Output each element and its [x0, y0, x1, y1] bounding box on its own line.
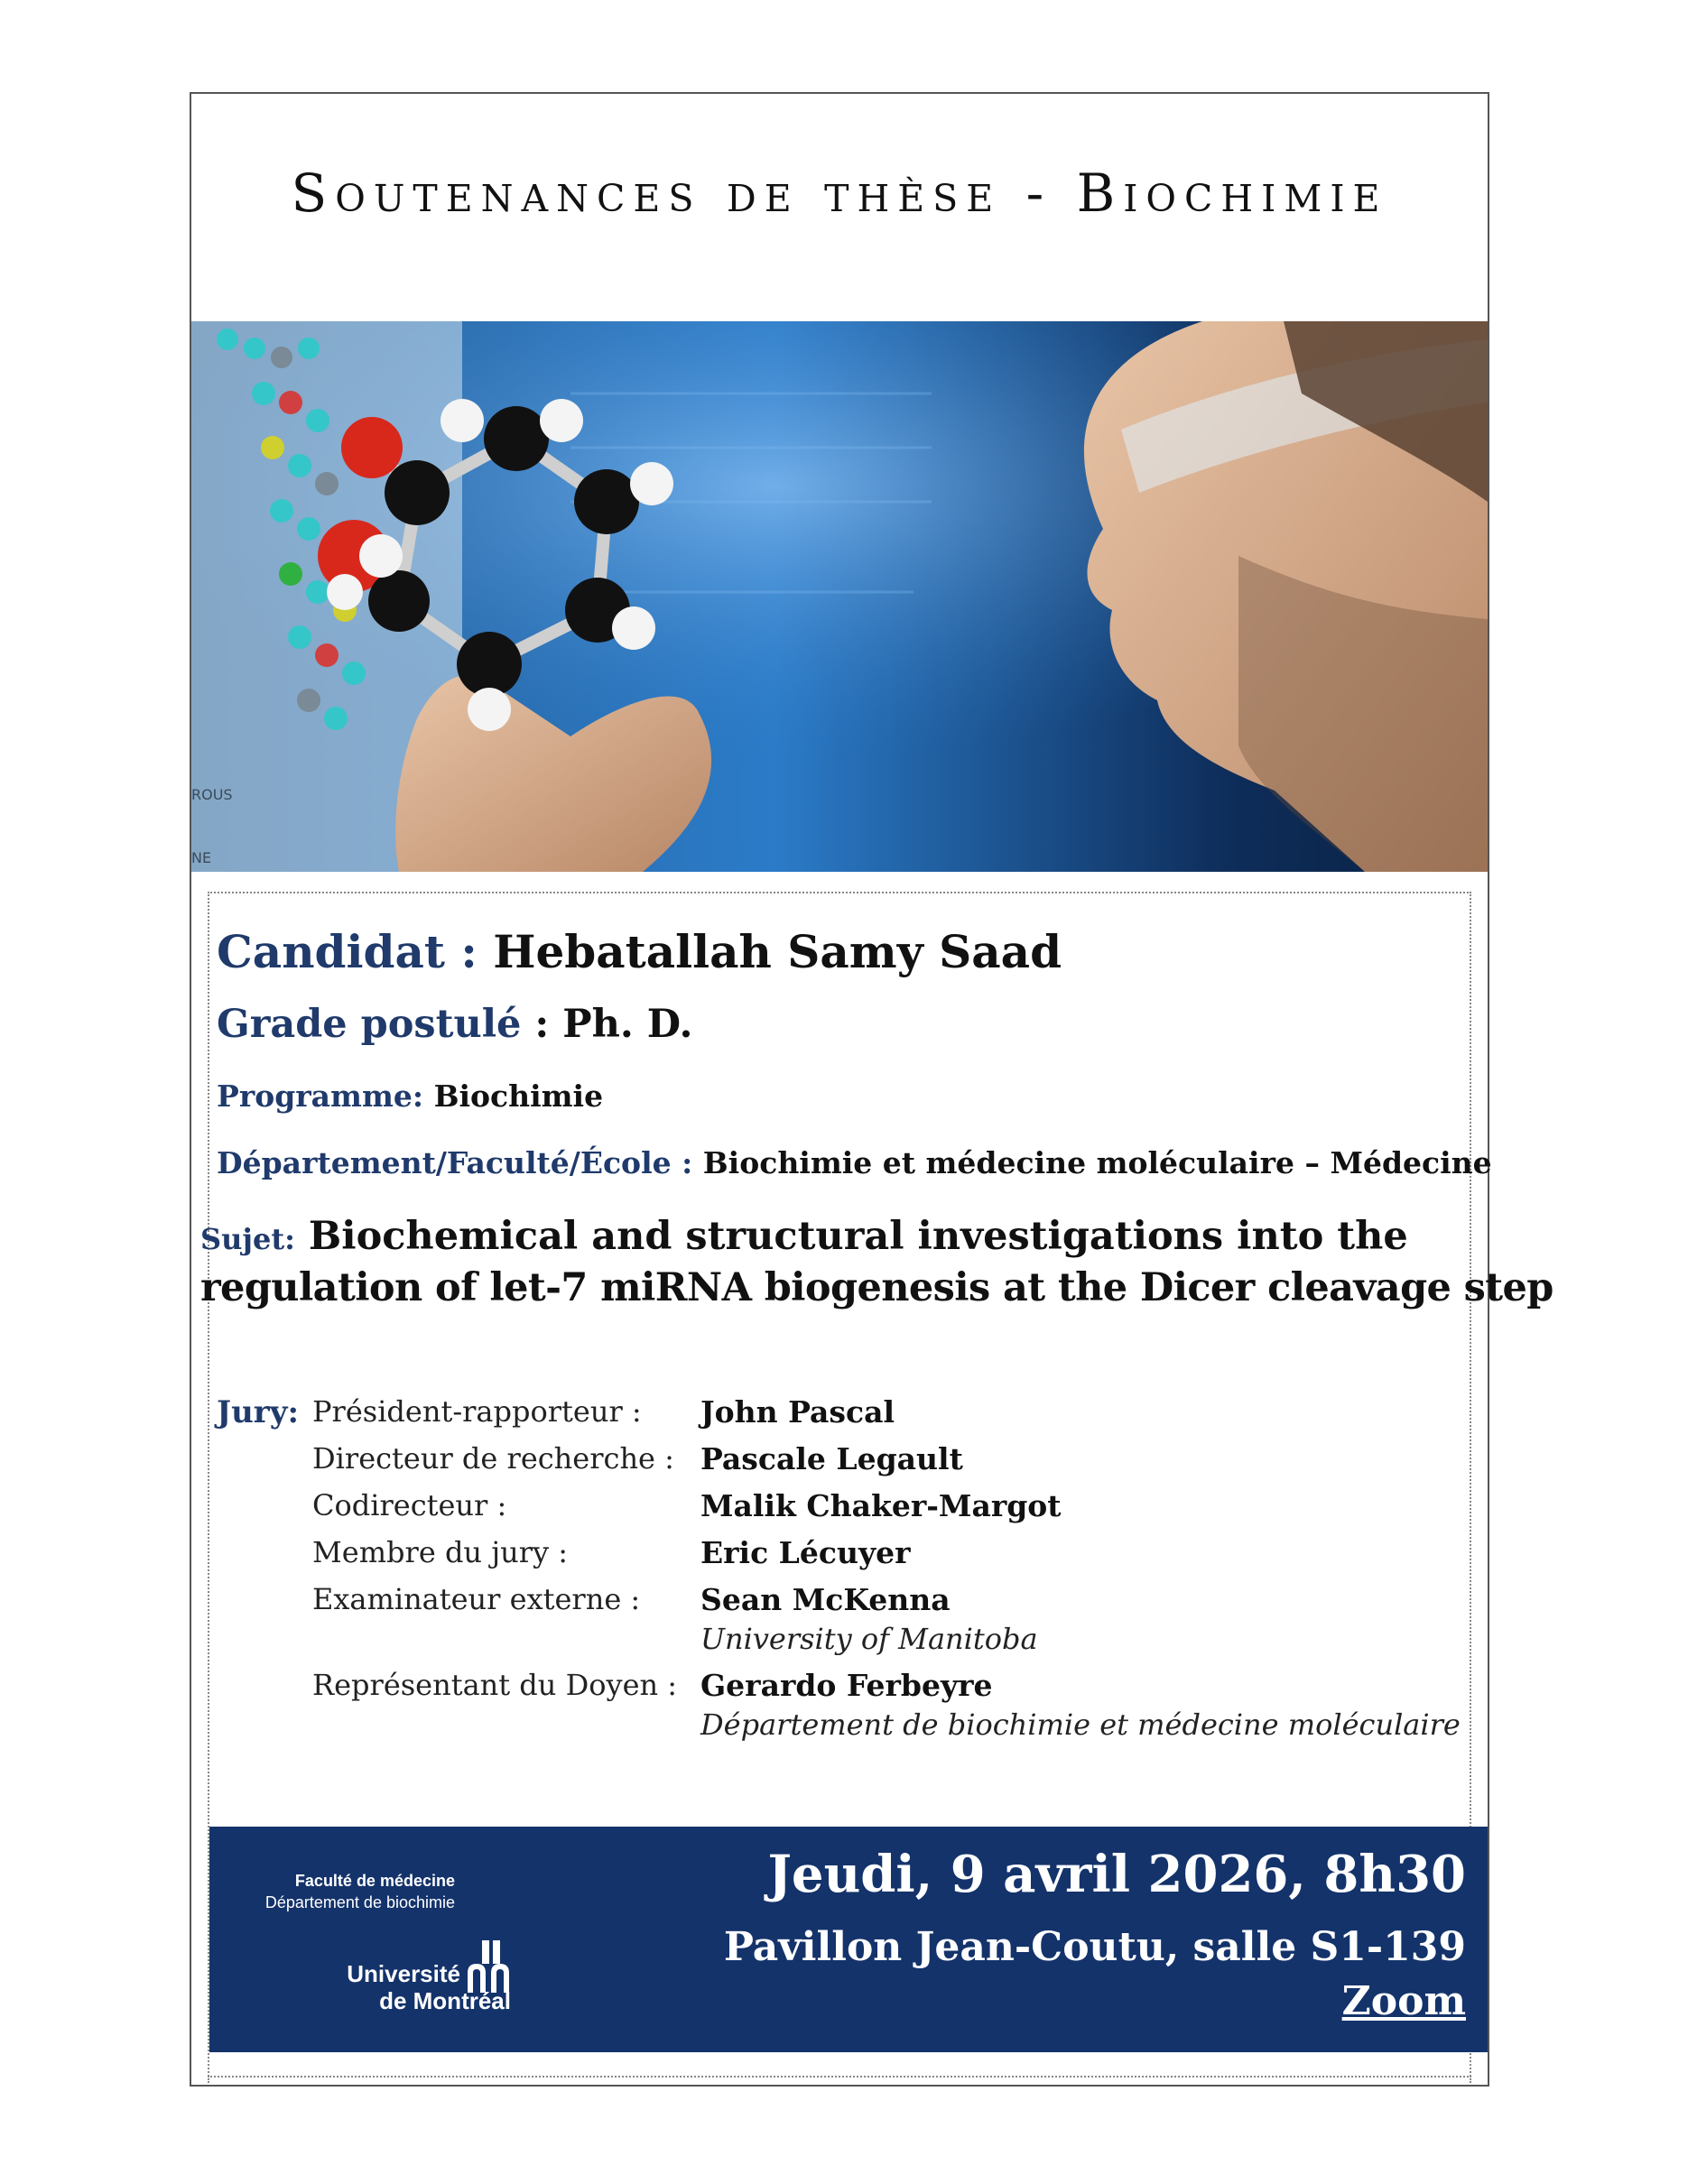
- department-line: [217, 1145, 1492, 1180]
- jury-label: Jury:: [217, 1394, 300, 1430]
- hero-photo: [191, 321, 1488, 872]
- photo-text-2: NE: [191, 849, 212, 866]
- jury-role: Membre du jury :: [312, 1535, 569, 1569]
- subject-text-1: Biochemical and structural investigations into the: [308, 1214, 1408, 1259]
- department-value: Biochimie et médecine moléculaire – Médecine: [702, 1145, 1492, 1180]
- jury-role: Examinateur externe :: [312, 1582, 641, 1616]
- programme-value: Biochimie: [433, 1078, 604, 1114]
- subject-label: Sujet:: [200, 1222, 295, 1256]
- subject-line-1: [200, 1214, 1408, 1259]
- grade-label: Grade postulé: [217, 1002, 522, 1047]
- scientist-molecule-image: [191, 321, 1488, 872]
- logo-faculty: Faculté de médecine: [294, 1872, 455, 1890]
- defense-location: Pavillon Jean-Coutu, salle S1-139: [723, 1924, 1466, 1970]
- subject-text-2: regulation of let-7 miRNA biogenesis at the Dicer cleavage step: [200, 1265, 1554, 1310]
- udem-logo: [226, 1872, 533, 2025]
- jury-row: [312, 1441, 963, 1476]
- jury-row: [312, 1394, 895, 1430]
- subject-line-2: [200, 1265, 1554, 1310]
- candidate-label: Candidat :: [217, 925, 478, 978]
- grade-line: [217, 1002, 693, 1047]
- jury-name: John Pascal: [700, 1394, 895, 1430]
- defense-date: Jeudi, 9 avril 2026, 8h30: [767, 1845, 1466, 1904]
- jury-name: Malik Chaker-Margot: [700, 1488, 1062, 1523]
- jury-row: [312, 1535, 911, 1570]
- grade-value: Ph. D.: [562, 1002, 693, 1047]
- department-label: Département/Faculté/École :: [217, 1145, 693, 1180]
- jury-name: Gerardo Ferbeyre: [700, 1668, 993, 1703]
- footer-banner: [209, 1827, 1488, 2052]
- jury-role: Codirecteur :: [312, 1488, 507, 1522]
- logo-department: Département de biochimie: [264, 1893, 455, 1911]
- jury-name: Sean McKenna: [700, 1582, 951, 1617]
- jury-role: Président-rapporteur :: [312, 1394, 642, 1429]
- jury-affiliation: University of Manitoba: [700, 1622, 1038, 1656]
- details-box-bottom: [208, 2076, 1471, 2078]
- jury-affiliation: Département de biochimie et médecine moléculaire: [700, 1707, 1461, 1742]
- candidate-line: [217, 925, 1062, 978]
- grade-sep: :: [521, 1002, 563, 1047]
- zoom-link[interactable]: Zoom: [1341, 1978, 1466, 2024]
- photo-text-1: ROUS: [191, 786, 233, 803]
- programme-label: Programme:: [217, 1078, 424, 1114]
- jury-row: [312, 1668, 1461, 1742]
- candidate-name: Hebatallah Samy Saad: [493, 925, 1062, 978]
- jury-name: Eric Lécuyer: [700, 1535, 911, 1570]
- udem-emblem-icon: [466, 1940, 516, 1994]
- jury-role: Directeur de recherche :: [312, 1441, 674, 1476]
- jury-row: [312, 1488, 1062, 1523]
- poster-title: Soutenances de thèse - Biochimie: [291, 162, 1388, 224]
- logo-university-1: Université: [347, 1960, 460, 1987]
- programme-line: [217, 1078, 603, 1114]
- jury-role: Représentant du Doyen :: [312, 1668, 678, 1702]
- jury-name: Pascale Legault: [700, 1441, 963, 1476]
- logo-university-2: de Montréal: [379, 1987, 511, 2014]
- jury-row: [312, 1582, 1038, 1656]
